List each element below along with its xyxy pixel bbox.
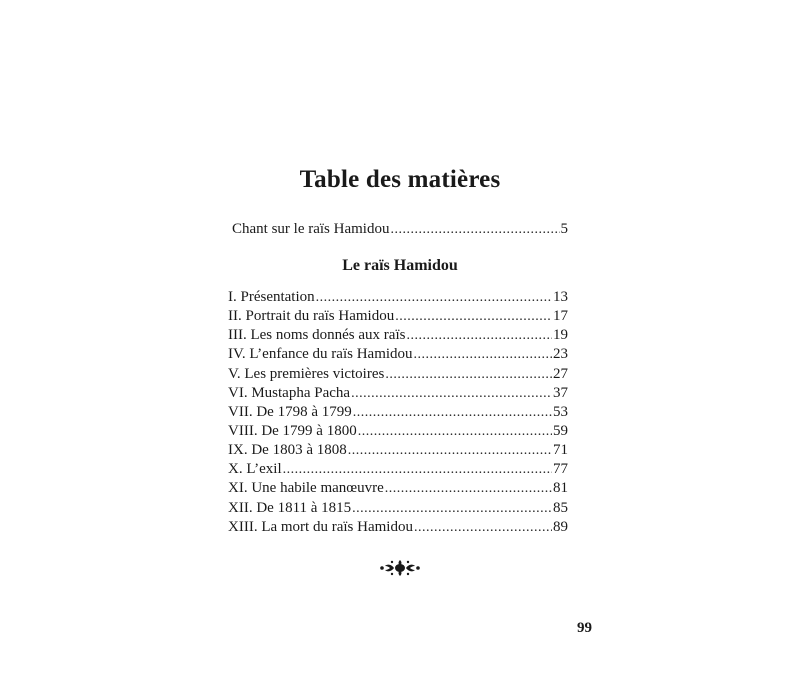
toc-entry-label: VIII. De 1799 à 1800	[228, 422, 357, 439]
toc-entry-page: 89	[553, 518, 568, 535]
toc-leader-dots	[283, 461, 552, 479]
toc-entry-page: 23	[553, 346, 568, 363]
toc-leader-dots	[353, 404, 552, 422]
toc-leader-dots	[414, 346, 552, 364]
toc-entry-label: II. Portrait du raïs Hamidou	[228, 308, 395, 325]
toc-entry-page: 77	[553, 461, 568, 478]
toc-leader-dots	[351, 385, 552, 403]
toc-entry	[228, 345, 568, 364]
toc-entry-label: XIII. La mort du raïs Hamidou	[228, 518, 413, 535]
toc-entry-label: VI. Mustapha Pacha	[228, 384, 351, 401]
toc-leader-dots	[352, 500, 552, 518]
toc-entry-page: 19	[553, 327, 568, 344]
toc-entry	[228, 384, 568, 403]
fleuron-ornament-icon	[378, 557, 422, 579]
toc-entry-page: 5	[560, 221, 568, 237]
toc-leader-dots	[348, 442, 552, 460]
toc-leader-dots	[385, 480, 552, 498]
toc-entry-label: I. Présentation	[228, 289, 315, 305]
page-title: Table des matières	[299, 166, 501, 193]
toc-entry-page: 13	[553, 289, 568, 305]
page-number: 99	[577, 620, 592, 636]
toc-entry	[228, 326, 568, 345]
toc-entry	[228, 518, 568, 537]
toc-entry-page: 71	[553, 442, 568, 459]
section-heading: Le raïs Hamidou	[342, 257, 458, 274]
toc-entry-label: X. L’exil	[228, 461, 282, 478]
toc-entry-page: 59	[553, 422, 568, 439]
toc-leader-dots	[390, 221, 559, 239]
toc-entry	[228, 365, 568, 384]
toc-leader-dots	[414, 519, 552, 537]
chapter-list	[228, 288, 568, 537]
toc-entry	[228, 288, 568, 307]
toc-entry-intro	[232, 220, 568, 239]
toc-leader-dots	[316, 289, 552, 307]
toc-entry-label: VII. De 1798 à 1799	[228, 403, 352, 420]
toc-entry	[228, 499, 568, 518]
toc-entry-label: V. Les premières victoires	[228, 365, 385, 382]
toc-entry	[228, 460, 568, 479]
toc-leader-dots	[406, 327, 552, 345]
toc-entry-page: 53	[553, 403, 568, 420]
toc-entry-label: XI. Une habile manœuvre	[228, 480, 384, 497]
toc-entry-page: 81	[553, 480, 568, 497]
toc-entry	[228, 307, 568, 326]
toc-leader-dots	[395, 308, 552, 326]
toc-entry-label: IV. L’enfance du raïs Hamidou	[228, 346, 413, 363]
toc-entry	[228, 441, 568, 460]
toc-entry-page: 17	[553, 308, 568, 325]
toc-entry-page: 37	[553, 384, 568, 401]
toc-entry-label: IX. De 1803 à 1808	[228, 442, 347, 459]
toc-entry	[228, 479, 568, 498]
toc-entry	[228, 403, 568, 422]
toc-entry-label: Chant sur le raïs Hamidou	[232, 221, 390, 237]
toc-entry-page: 85	[553, 499, 568, 516]
toc-leader-dots	[358, 423, 552, 441]
toc-entry-label: XII. De 1811 à 1815	[228, 499, 352, 516]
toc-entry-label: III. Les noms donnés aux raïs	[228, 327, 406, 344]
toc-entry	[228, 422, 568, 441]
toc-leader-dots	[385, 366, 552, 384]
toc-entry-page: 27	[553, 365, 568, 382]
